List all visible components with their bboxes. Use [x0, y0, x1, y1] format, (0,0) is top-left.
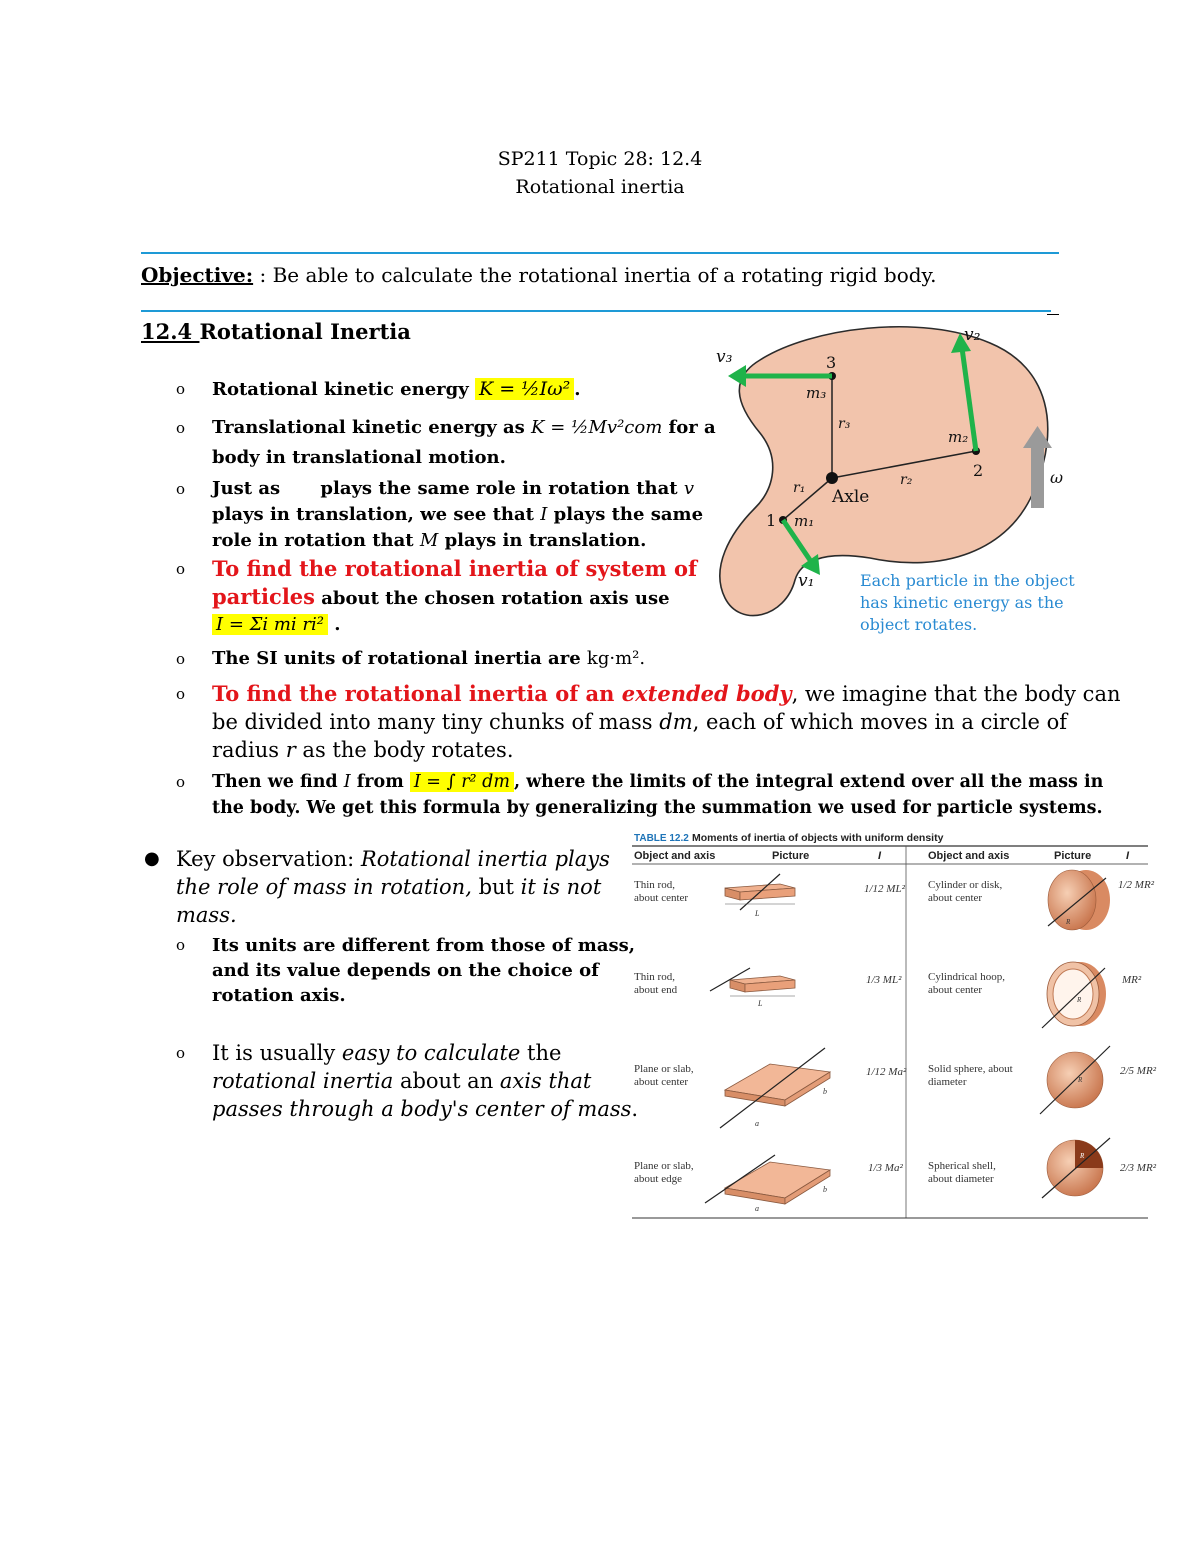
label-m1: m₁ [794, 512, 815, 530]
bullet-text: about an [393, 1069, 500, 1093]
table-row [928, 1138, 1157, 1198]
bullet-text: rotation axis. [212, 985, 346, 1006]
key-text: it is not [520, 875, 602, 899]
header-picture-left: Picture [772, 850, 810, 862]
bullet-text: Translational kinetic energy as [212, 417, 532, 438]
bullet-text: Rotational kinetic energy [212, 379, 475, 400]
label-v1: v₁ [798, 571, 815, 591]
list-item [176, 646, 646, 672]
emphasis-text: To find the rotational inertia of an [212, 681, 622, 706]
row-inertia: 2/3 MR² [1120, 1162, 1156, 1174]
svg-text:L: L [758, 999, 763, 1008]
bullet-text: , each of which moves in a circle of [692, 710, 1068, 734]
formula-particle-inertia: I = Σi mi ri² [212, 614, 328, 635]
table-row [634, 1048, 907, 1128]
label-v2: v₂ [964, 325, 981, 345]
label-r2: r₂ [900, 472, 913, 488]
svg-text:b: b [823, 1185, 827, 1194]
bullet-text: passes through a body's center of mass [212, 1097, 632, 1121]
row-inertia: 1/2 MR² [1118, 879, 1154, 891]
section-number: 12.4 [141, 319, 200, 344]
row-name-2: about center [928, 984, 983, 996]
table-row [928, 1046, 1157, 1114]
symbol-I: I [540, 504, 548, 525]
bullet-text: axis that [499, 1069, 592, 1093]
bullet-text: Then we find [212, 772, 344, 792]
row-name-1: Spherical shell, [928, 1160, 996, 1172]
objective-text: Be able to calculate the rotational inertia of a rotating rigid body. [272, 263, 937, 287]
bullet-icon: o [176, 380, 186, 398]
list-item [176, 556, 698, 638]
symbol-dm: dm [659, 710, 693, 734]
label-point-2: 2 [973, 461, 984, 480]
row-name-1: Plane or slab, [634, 1063, 694, 1075]
bullet-end: for a [662, 417, 716, 438]
key-label: Key observation: [176, 847, 361, 871]
svg-text:a: a [755, 1119, 759, 1128]
svg-text:R: R [1066, 918, 1071, 926]
emphasis-text: extended body [621, 681, 792, 706]
row-name-2: about center [634, 892, 689, 904]
bullet-end: . [327, 614, 341, 635]
list-item [176, 680, 1121, 764]
key-text: Rotational inertia plays [360, 847, 610, 871]
row-name-1: Solid sphere, about [928, 1063, 1013, 1075]
key-observation [144, 845, 610, 929]
axle-dot [826, 472, 838, 484]
bullet-icon: ● [144, 848, 160, 869]
title-line: SP211 Topic 28: 12.4 [497, 148, 703, 170]
svg-text:b: b [823, 1087, 827, 1096]
row-inertia: 1/12 Ma² [866, 1066, 907, 1078]
list-item [176, 476, 704, 554]
caption-line-2: has kinetic energy as the [860, 593, 1064, 612]
symbol-r: r [285, 738, 296, 762]
label-r1: r₁ [793, 480, 806, 496]
key-text: but [471, 875, 521, 899]
label-axle: Axle [832, 487, 870, 507]
bullet-text: . [631, 1097, 639, 1121]
table-row [634, 1155, 903, 1213]
emphasis-text: particles [212, 584, 315, 609]
bullet-text: , we imagine that the body can [791, 682, 1121, 706]
bullet-icon: o [176, 560, 186, 578]
thin-rod-end-icon [710, 968, 795, 1008]
bullet-text: plays in translation, we see that [212, 504, 541, 525]
list-item [176, 769, 1104, 821]
row-inertia: 1/12 ML² [864, 883, 905, 895]
bullet-text: the [520, 1041, 562, 1065]
objective [141, 262, 937, 288]
label-point-3: 3 [826, 353, 837, 372]
symbol-M: M [419, 530, 439, 551]
bullet-text: radius [212, 738, 286, 762]
row-name-2: diameter [928, 1076, 967, 1088]
bullet-text: and its value depends on the choice of [212, 960, 599, 981]
bullet-text: rotational inertia [212, 1069, 394, 1093]
list-item [176, 376, 581, 403]
row-name-1: Plane or slab, [634, 1160, 694, 1172]
row-name-2: about center [634, 1076, 689, 1088]
bullet-end: . [574, 379, 581, 400]
symbol-I: I [343, 772, 351, 792]
header-object-left: Object and axis [634, 850, 716, 862]
svg-text:R: R [1077, 996, 1082, 1004]
header-object-right: Object and axis [928, 850, 1010, 862]
page-title [0, 145, 1200, 201]
row-name-1: Cylinder or disk, [928, 879, 1003, 891]
row-inertia: 1/3 Ma² [868, 1162, 903, 1174]
caption-line-1: Each particle in the object [860, 571, 1075, 590]
label-m3: m₃ [806, 384, 827, 402]
row-name-1: Thin rod, [634, 879, 675, 891]
formula-integral-inertia: I = ∫ r² dm [410, 772, 514, 792]
formula-translational-ke: K = ½Mv²com [531, 417, 663, 438]
list-item [176, 1039, 639, 1123]
objective-sep: : [253, 263, 273, 287]
rotating-body-figure [700, 318, 1090, 648]
caption-line-3: object rotates. [860, 615, 978, 634]
row-name-1: Cylindrical hoop, [928, 971, 1005, 983]
bullet-icon: o [176, 936, 186, 954]
svg-text:R: R [1080, 1152, 1085, 1160]
bullet-text: be divided into many tiny chunks of mass [212, 710, 660, 734]
bullet-icon: o [176, 1044, 186, 1062]
bullet-text: as the body rotates. [295, 738, 514, 762]
cylindrical-hoop-icon [1042, 962, 1106, 1028]
bullet-text: Just as [212, 478, 287, 499]
row-name-2: about edge [634, 1173, 682, 1185]
section-title: Rotational Inertia [199, 319, 411, 344]
bottom-rule [141, 310, 1051, 312]
list-item [176, 415, 716, 468]
bullet-text: about the chosen rotation axis use [314, 588, 670, 609]
cylinder-disk-icon [1048, 870, 1110, 930]
si-units: kg·m². [586, 648, 646, 669]
row-name-2: about end [634, 984, 678, 996]
slab-edge-icon [705, 1155, 830, 1213]
formula-rotational-ke: K = ½Iω² [475, 378, 574, 400]
spherical-shell-icon [1042, 1138, 1110, 1198]
emphasis-text: To find the rotational inertia of system of [212, 556, 698, 581]
header-I-left: I [878, 850, 882, 862]
bullet-text: , where the limits of the integral extend over all the mass in [513, 772, 1104, 792]
bullet-text: the body. We get this formula by generalizing the summation we used for particle systems. [212, 798, 1103, 818]
inertia-table [630, 828, 1156, 1224]
key-text: the role of mass in rotation, [176, 875, 472, 899]
row-name-2: about center [928, 892, 983, 904]
bullet-icon: o [176, 650, 186, 668]
bullet-text: plays the same role in rotation that [320, 478, 684, 499]
bullet-icon: o [176, 685, 186, 703]
svg-text:a: a [755, 1204, 759, 1213]
row-inertia: 1/3 ML² [866, 974, 902, 986]
table-row [634, 874, 906, 918]
row-inertia: MR² [1122, 974, 1142, 986]
bullet-text: Its units are different from those of mass, [212, 935, 636, 956]
solid-sphere-icon [1040, 1046, 1110, 1114]
svg-text:L: L [755, 909, 760, 918]
table-row [634, 968, 902, 1008]
row-inertia: 2/5 MR² [1120, 1065, 1156, 1077]
slab-center-icon [720, 1048, 830, 1128]
list-item [176, 933, 636, 1008]
objective-label: Objective: [141, 263, 254, 287]
bullet-text: plays in translation. [438, 530, 647, 551]
svg-text:R: R [1078, 1076, 1083, 1084]
bullet-icon: o [176, 419, 186, 437]
label-v3: v₃ [716, 347, 733, 367]
thin-rod-center-icon [725, 874, 795, 918]
row-name-1: Thin rod, [634, 971, 675, 983]
bullet-text: easy to calculate [341, 1041, 521, 1065]
bullet-text: It is usually [212, 1041, 342, 1065]
label-r3: r₃ [838, 416, 851, 432]
bullet-text: from [350, 772, 410, 792]
bullet-icon: o [176, 773, 186, 791]
bullet-text: plays the same [547, 504, 704, 525]
row-name-2: about diameter [928, 1173, 994, 1185]
label-m2: m₂ [948, 428, 969, 446]
label-omega: ω [1050, 468, 1064, 487]
table-title-number: TABLE 12.2 [634, 833, 689, 844]
bullet-text: The SI units of rotational inertia are [212, 648, 587, 669]
top-rule [141, 252, 1059, 254]
table-row [928, 870, 1155, 930]
header-picture-right: Picture [1054, 850, 1092, 862]
section-heading [141, 318, 411, 346]
bullet-line: body in translational motion. [212, 447, 506, 468]
symbol-v: v [683, 478, 695, 499]
bullet-icon: o [176, 480, 186, 498]
key-text: mass. [176, 903, 237, 927]
table-title-text: Moments of inertia of objects with uniform density [692, 832, 944, 844]
rule-tick [1047, 314, 1059, 315]
subtitle-line: Rotational inertia [515, 176, 685, 198]
bullet-text: role in rotation that [212, 530, 420, 551]
header-I-right: I [1126, 850, 1130, 862]
table-row [928, 962, 1142, 1028]
label-point-1: 1 [766, 511, 777, 530]
